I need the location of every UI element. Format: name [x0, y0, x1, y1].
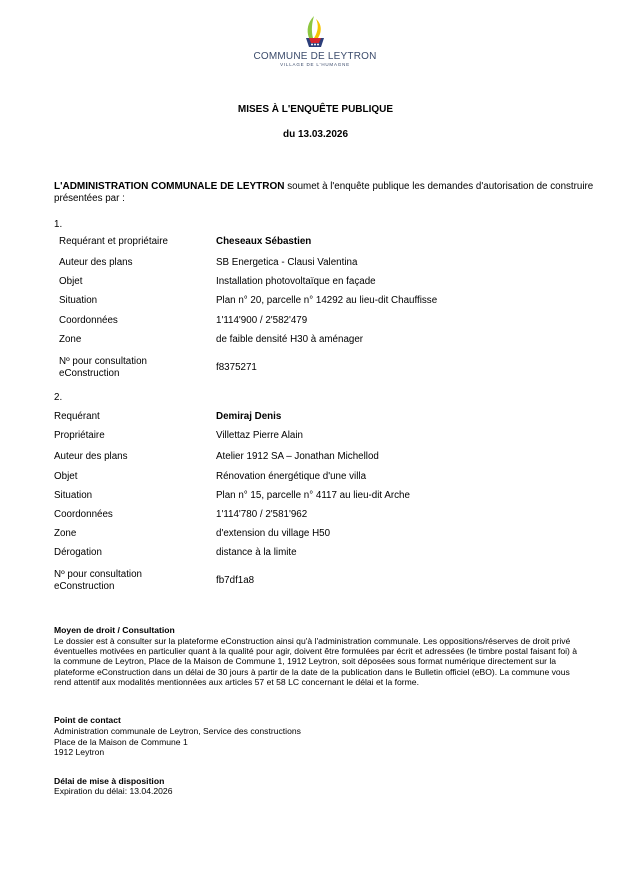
contact-line: Administration communale de Leytron, Service des constructions — [54, 726, 301, 736]
contact-line: 1912 Leytron — [54, 747, 105, 757]
row-value: d'extension du village H50 — [216, 528, 331, 539]
recours-text: Le dossier est à consulter sur la plateforme eConstruction ainsi qu'à l'administration communale. Les oppositions/réserves de droit privé éventuelles motivées en particulier quant à la qualité pour agir, doivent être formulées par écrit et adressées (le timbre postal faisant foi) à la commune de Leytron, Place de la Maison de Commune 1, 1912 Leytron, soit déposées sous format numérique directement sur la plateforme eConstruction dans un délai de 30 jours à partir de la date de la publication dans le Bulletin officiel (eBO). La commune vous rend attentif aux modalités mentionnées aux articles 57 et 58 LC concernant le délai et la forme. — [54, 636, 578, 687]
row-value: Rénovation énergétique d'une villa — [216, 471, 367, 482]
row-label: Zone — [59, 334, 82, 345]
contact-heading: Point de contact — [54, 715, 121, 725]
row-value: Villettaz Pierre Alain — [216, 430, 303, 441]
intro-bold: L'ADMINISTRATION COMMUNALE DE LEYTRON — [54, 181, 285, 192]
intro-paragraph — [54, 181, 604, 205]
row-value: Cheseaux Sébastien — [216, 236, 312, 247]
row-value: f8375271 — [216, 362, 257, 373]
request-number: 1. — [54, 219, 63, 230]
row-label: Situation — [59, 295, 98, 306]
row-label: Coordonnées — [59, 315, 118, 326]
row-value: SB Energetica - Clausi Valentina — [216, 257, 358, 268]
row-label: Auteur des plans — [54, 451, 128, 462]
page-title: MISES À L'ENQUÊTE PUBLIQUE — [237, 104, 394, 115]
row-value: distance à la limite — [216, 547, 297, 558]
row-label: Nº pour consultation eConstruction — [54, 569, 142, 592]
row-label: Requérant — [54, 411, 100, 422]
row-label: Coordonnées — [54, 509, 113, 520]
delai-heading: Délai de mise à disposition — [54, 776, 165, 786]
row-label: Auteur des plans — [59, 257, 133, 268]
row-value: fb7df1a8 — [216, 575, 255, 586]
intro-text: soumet à l'enquête publique les demandes d'autorisation de construire présentées par : — [54, 181, 594, 204]
row-label: Dérogation — [54, 547, 102, 558]
row-value: Atelier 1912 SA – Jonathan Michellod — [216, 451, 379, 462]
row-label: Objet — [59, 276, 83, 287]
row-value: de faible densité H30 à aménager — [216, 334, 364, 345]
recours-heading: Moyen de droit / Consultation — [54, 625, 175, 635]
commune-subtitle: VILLAGE DE L'HUMAGNE — [280, 62, 350, 67]
row-value: Installation photovoltaïque en façade — [216, 276, 376, 287]
contact-line: Place de la Maison de Commune 1 — [54, 737, 188, 747]
row-value: 1'114'780 / 2'581'962 — [216, 509, 308, 520]
commune-name: COMMUNE DE LEYTRON — [253, 51, 377, 62]
row-value: 1'114'900 / 2'582'479 — [216, 315, 308, 326]
row-label: Propriétaire — [54, 430, 105, 441]
row-label: Situation — [54, 490, 93, 501]
leytron-emblem-icon — [300, 14, 330, 50]
row-value: Plan n° 15, parcelle n° 4117 au lieu-dit Arche — [216, 490, 410, 501]
commune-logo — [250, 14, 380, 74]
row-label: Objet — [54, 471, 78, 482]
row-label: Requérant et propriétaire — [59, 236, 168, 247]
row-value: Demiraj Denis — [216, 411, 282, 422]
row-value: Plan n° 20, parcelle n° 14292 au lieu-dit Chauffisse — [216, 295, 438, 306]
publication-date: du 13.03.2026 — [282, 129, 349, 140]
request-number: 2. — [54, 392, 63, 403]
row-label: Nº pour consultation eConstruction — [59, 356, 147, 379]
row-label: Zone — [54, 528, 77, 539]
delai-text: Expiration du délai: 13.04.2026 — [54, 786, 173, 796]
